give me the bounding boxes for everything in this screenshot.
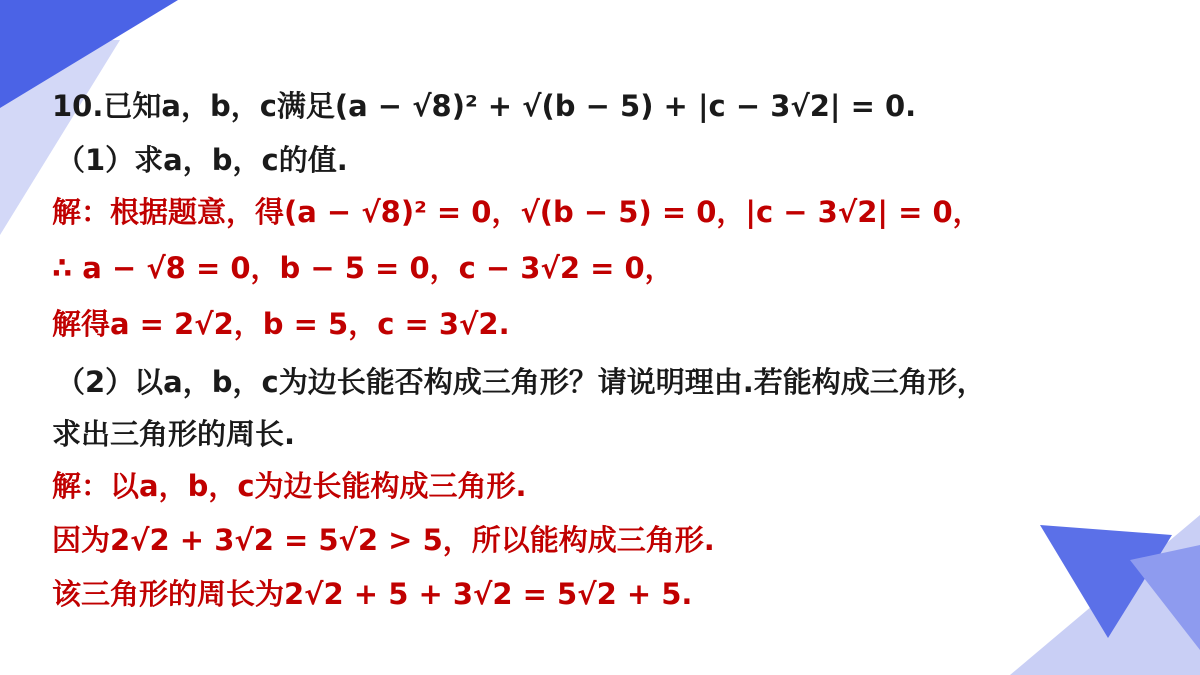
part-1-solution-line-1: 解：根据题意，得(a − √8)² = 0，√(b − 5) = 0，|c − 3√2| = 0， (52, 195, 982, 229)
part-2-solution-line-1: 解：以a，b，c为边长能构成三角形. (52, 469, 527, 503)
part-1-solution-line-3: 解得a = 2√2，b = 5，c = 3√2. (52, 307, 510, 341)
part-2-solution-line-3: 该三角形的周长为2√2 + 5 + 3√2 = 5√2 + 5. (52, 577, 693, 611)
problem-statement: 10.已知a，b，c满足(a − √8)² + √(b − 5) + |c − 3√2| = 0. (52, 89, 917, 123)
part-2-solution-line-2: 因为2√2 + 3√2 = 5√2 > 5，所以能构成三角形. (52, 523, 715, 557)
part-2-question-line-1: （2）以a，b，c为边长能否构成三角形？请说明理由.若能构成三角形， (56, 365, 986, 399)
part-1-question: （1）求a，b，c的值. (56, 143, 348, 177)
part-2-question-line-2: 求出三角形的周长. (52, 417, 296, 451)
part-1-solution-line-2: ∴ a − √8 = 0，b − 5 = 0，c − 3√2 = 0， (52, 251, 674, 285)
